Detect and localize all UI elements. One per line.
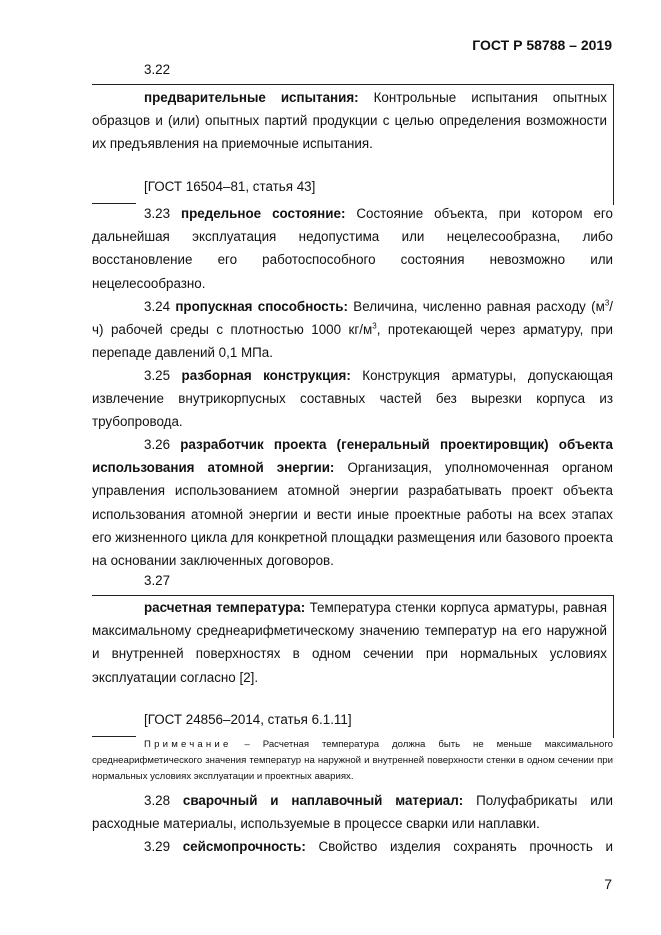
definition-3-27 xyxy=(92,596,607,689)
section-number-3-27: 3.27 xyxy=(144,573,171,588)
definition-text-3-22: Контрольные испытания опытных образцов и (или) опытных партий продукции с целью определения возможности их предъявления на приемочные испытания. xyxy=(92,90,607,152)
source-3-27: [ГОСТ 24856–2014, статья 6.1.11] xyxy=(144,712,352,727)
superscript-3-24-a: 3 xyxy=(604,298,610,308)
source-3-22: [ГОСТ 16504–81, статья 43] xyxy=(144,179,316,194)
term-3-23: предельное состояние: xyxy=(181,206,346,221)
term-3-26: разработчик проекта (генеральный проектировщик) объекта использования атомной энергии: xyxy=(92,437,613,476)
definition-3-29 xyxy=(92,835,613,858)
term-3-25: разборная конструкция: xyxy=(181,368,351,383)
definition-text-3-23: Состояние объекта, при котором его дальнейшая эксплуатация недопустима или нецелесообразна, либо восстановление его работоспособного состояния невозможно или нецелесообразно. xyxy=(92,206,613,291)
term-3-29: сейсмопрочность: xyxy=(182,839,306,854)
superscript-3-24-b: 3 xyxy=(372,321,377,331)
term-3-28: сварочный и наплавочный материал: xyxy=(182,793,464,808)
definition-text-3-29: Свойство изделия сохранять прочность и xyxy=(318,839,613,854)
section-number-3-23: 3.23 xyxy=(144,206,171,221)
definition-text-3-24-a: Величина, численно равная расходу (м xyxy=(353,299,605,314)
term-3-22: предварительные испытания: xyxy=(144,90,359,105)
section-number-3-25: 3.25 xyxy=(144,368,171,383)
definition-3-22 xyxy=(92,86,607,156)
definition-text-3-25: Конструкция арматуры, допускающая извлечение внутрикорпусных составных частей без вырезки корпуса из трубопровода. xyxy=(92,368,613,430)
definition-3-23 xyxy=(92,202,613,295)
definition-text-3-28: Полуфабрикаты или расходные материалы, используемые в процессе сварки или наплавки. xyxy=(92,793,613,832)
term-3-24: пропускная способность: xyxy=(175,299,348,314)
definition-text-3-24-b: /ч) рабочей среды с плотностью 1000 кг/м xyxy=(92,299,613,338)
section-number-3-26: 3.26 xyxy=(144,437,171,452)
section-number-3-28: 3.28 xyxy=(144,793,171,808)
definition-3-26 xyxy=(92,433,613,572)
definition-3-28 xyxy=(92,789,613,835)
definition-text-3-24-c: , протекающей через арматуру, при перепаде давлений 0,1 МПа. xyxy=(92,322,613,361)
note-3-27 xyxy=(92,737,613,786)
section-number-3-29: 3.29 xyxy=(144,839,171,854)
term-3-27: расчетная температура: xyxy=(144,600,306,615)
definition-text-3-26: Организация, уполномоченная органом управления использованием атомной энергии разрабатывать проект объекта использования атомной энергии и вести иные проектные работы на всех этапах его жизненного цикла для конкретной площадки размещения или базового проекта на основании заключенных договоров. xyxy=(92,460,613,569)
document-code: ГОСТ Р 58788 – 2019 xyxy=(472,37,612,53)
section-number-3-22: 3.22 xyxy=(144,62,171,77)
definition-3-25 xyxy=(92,364,613,434)
page-number: 7 xyxy=(604,876,612,892)
note-text: – Расчетная температура должна быть не меньше максимального среднеарифметического значения температур на наружной и внутренней поверхности стенки в одном сечении при нормальных условиях эксплуатации и проектных авариях. xyxy=(92,739,613,783)
section-number-3-24: 3.24 xyxy=(144,299,171,314)
definition-3-24 xyxy=(92,295,613,365)
note-label: Примечание xyxy=(144,739,232,750)
definition-text-3-27: Температура стенки корпуса арматуры, равная максимальному среднеарифметическому значению температур на его наружной и внутренней поверхностях в одном сечении при нормальных условиях эксплуатации согласно [2]. xyxy=(92,600,607,685)
